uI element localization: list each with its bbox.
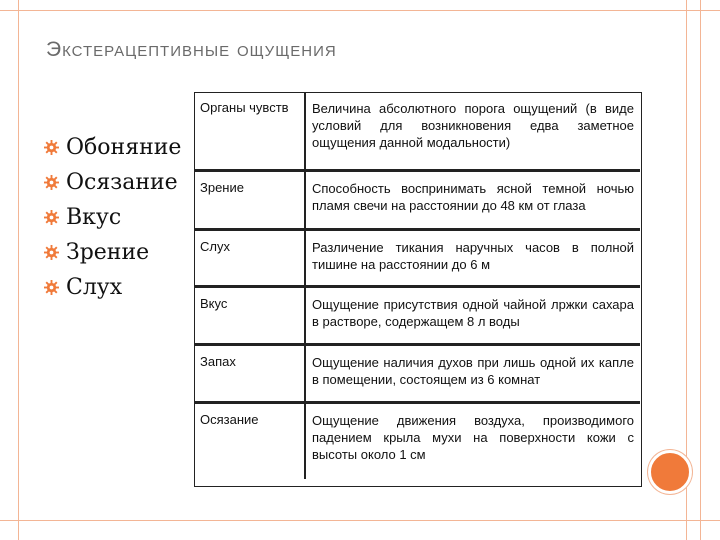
row-organ: Запах [194, 344, 305, 402]
gear-icon [44, 140, 59, 155]
bullet-label: Вкус [66, 205, 122, 230]
bullet-list [44, 130, 181, 305]
bullet-item [44, 130, 181, 165]
thresholds-table [194, 92, 640, 479]
table-row [194, 170, 640, 229]
row-desc: Способность воспринимать ясной темной ночью пламя свечи на расстоянии до 48 км от глаза [312, 180, 634, 213]
gear-icon [44, 245, 59, 260]
bullet-label: Обоняние [66, 135, 182, 160]
bullet-item [44, 165, 181, 200]
frame-line-left [18, 0, 19, 540]
table-row [194, 402, 640, 479]
header-organ: Органы чувств [194, 92, 305, 170]
bullet-label: Слух [66, 275, 123, 300]
table-row [194, 229, 640, 286]
bullet-label: Зрение [66, 240, 150, 265]
bullet-item [44, 235, 181, 270]
row-desc: Ощущение движения воздуха, производимого падением крыла мухи на поверхности кожи с высоты около 1 см [312, 412, 634, 462]
row-desc: Различение тикания наручных часов в полной тишине на расстоянии до 6 м [312, 239, 634, 272]
table-row [194, 286, 640, 344]
gear-icon [44, 175, 59, 190]
bullet-item [44, 270, 181, 305]
bullet-label: Осязание [66, 170, 178, 195]
slide-title: Экстерацептивные ощущения [46, 38, 337, 61]
bullet-item [44, 200, 181, 235]
frame-line-right-outer [700, 0, 701, 540]
row-organ: Слух [194, 229, 305, 286]
row-desc: Ощущение наличия духов при лишь одной их капле в помещении, состоящем из 6 комнат [312, 354, 634, 387]
gear-icon [44, 210, 59, 225]
table-row [194, 344, 640, 402]
table-header-row [194, 92, 640, 170]
row-organ: Вкус [194, 286, 305, 344]
frame-line-bottom [0, 520, 720, 521]
frame-line-top [0, 10, 720, 11]
row-organ: Осязание [194, 402, 305, 479]
row-organ: Зрение [194, 170, 305, 229]
decorative-circle [648, 450, 692, 494]
gear-icon [44, 280, 59, 295]
header-desc: Величина абсолютного порога ощущений (в виде условий для возникновения едва заметное ощущения данной модальности) [312, 101, 634, 150]
row-desc: Ощущение присутствия одной чайной лржки сахара в растворе, содержащем 8 л воды [312, 296, 634, 329]
